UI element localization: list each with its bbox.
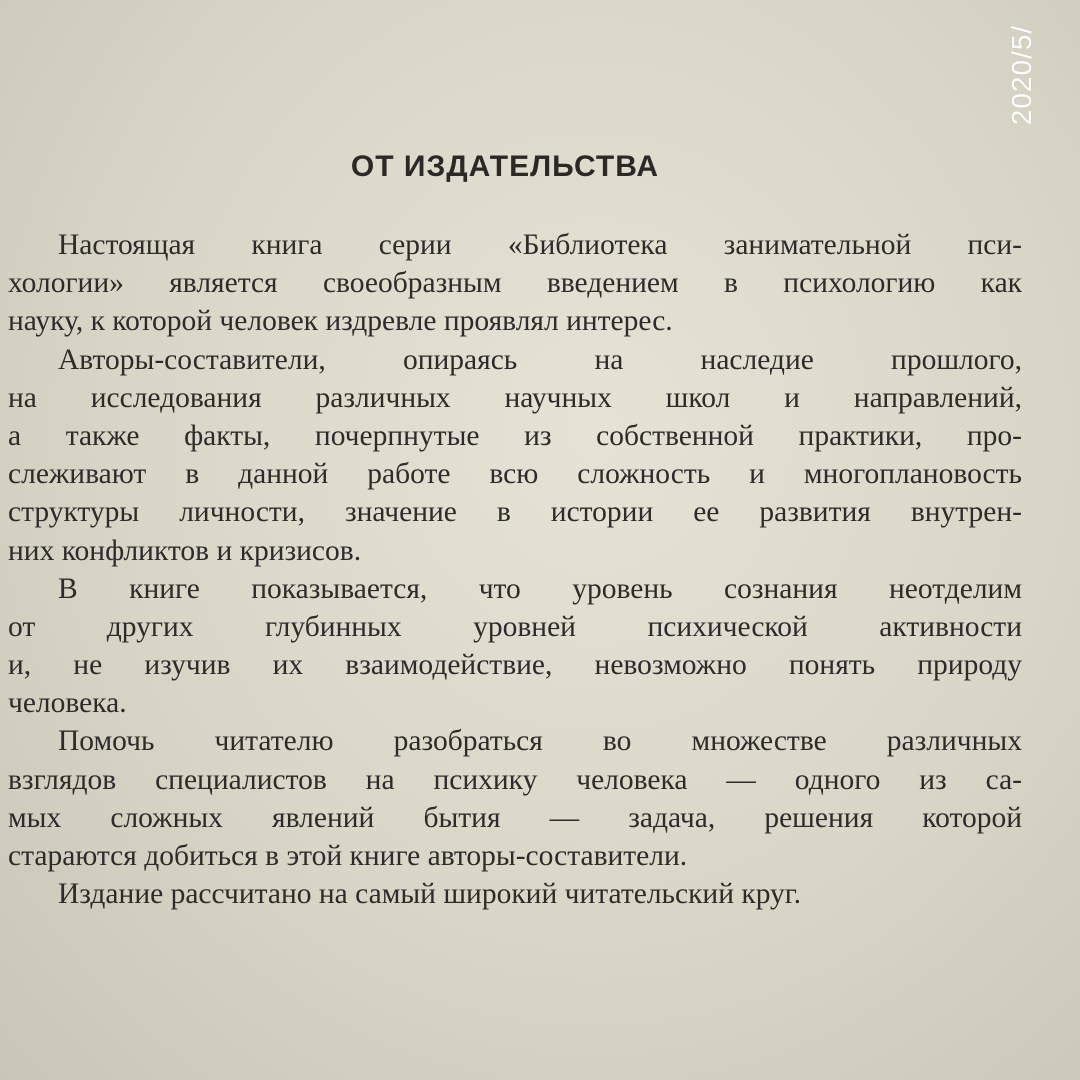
timestamp-text: 2020/5/ xyxy=(1006,24,1038,126)
text-line: а также факты, почерпнутые из собственной практики, про- xyxy=(8,419,1022,452)
text-line: хологии» является своеобразным введением в психологию как xyxy=(8,267,1022,300)
text-line: Издание рассчитано на самый широкий читательский круг. xyxy=(58,878,801,911)
text-line: от других глубинных уровней психической активности xyxy=(8,610,1022,643)
text-line: человека. xyxy=(8,687,127,720)
text-line: Помочь читателю разобраться во множестве различных xyxy=(58,725,1022,758)
text-line: мых сложных явлений бытия — задача, решения которой xyxy=(8,801,1022,834)
text-line: слеживают в данной работе всю сложность и многоплановость xyxy=(8,458,1022,491)
text-line: на исследования различных научных школ и направлений, xyxy=(8,381,1022,414)
text-line: науку, к которой человек издревле проявлял интерес. xyxy=(8,305,673,338)
text-line: стараются добиться в этой книге авторы-составители. xyxy=(8,840,688,872)
text-line: В книге показывается, что уровень сознания неотделим xyxy=(58,572,1022,605)
text-line: Настоящая книга серии «Библиотека занимательной пси- xyxy=(58,229,1022,261)
text-line: взглядов специалистов на психику человека — одного из са- xyxy=(8,763,1022,796)
text-line: Авторы-составители, опираясь на наследие прошлого, xyxy=(58,343,1022,376)
page-heading: ОТ ИЗДАТЕЛЬСТВА xyxy=(350,150,660,183)
photo-timestamp xyxy=(1004,0,1040,150)
text-line: и, не изучив их взаимодействие, невозможно понять природу xyxy=(8,649,1022,682)
text-line: них конфликтов и кризисов. xyxy=(8,534,362,567)
body-text xyxy=(8,226,1022,913)
text-line: структуры личности, значение в истории ее развития внутрен- xyxy=(8,496,1022,529)
